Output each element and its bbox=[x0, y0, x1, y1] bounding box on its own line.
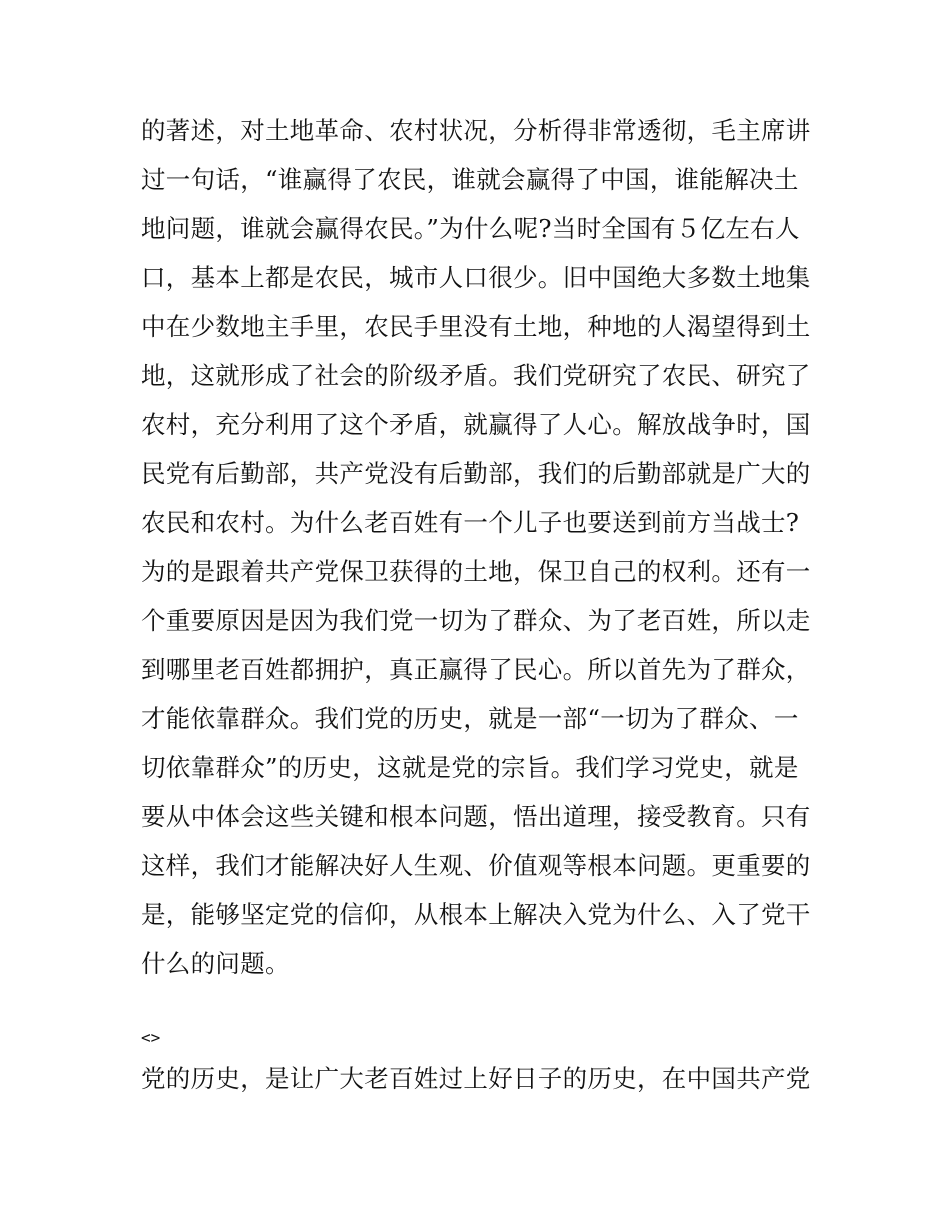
text-line: 农民和农村。为什么老百姓有一个儿子也要送到前方当战士? bbox=[141, 508, 800, 537]
section-separator: <> bbox=[141, 1028, 161, 1047]
text-line: 才能依靠群众。我们党的历史，就是一部“一切为了群众、一 bbox=[141, 704, 799, 733]
text-line: 要从中体会这些关键和根本问题，悟出道理，接受教育。只有 bbox=[141, 802, 811, 831]
text-line: 切依靠群众”的历史，这就是党的宗旨。我们学习党史，就是 bbox=[141, 753, 799, 782]
text-line: 过一句话，“谁赢得了农民，谁就会赢得了中国，谁能解决土 bbox=[141, 165, 799, 194]
text-line: 农村，充分利用了这个矛盾，就赢得了人心。解放战争时，国 bbox=[141, 410, 811, 439]
text-line: 什么的问题。 bbox=[141, 949, 290, 978]
text-line: 的著述，对土地革命、农村状况，分析得非常透彻，毛主席讲 bbox=[141, 116, 811, 145]
text-line: 地问题，谁就会赢得农民。”为什么呢?当时全国有５亿左右人 bbox=[141, 214, 800, 243]
text-line: 民党有后勤部，共产党没有后勤部，我们的后勤部就是广大的 bbox=[141, 459, 811, 488]
text-line: 中在少数地主手里，农民手里没有土地，种地的人渴望得到土 bbox=[141, 312, 811, 341]
text-line: 个重要原因是因为我们党一切为了群众、为了老百姓，所以走 bbox=[141, 606, 811, 635]
text-line: 为的是跟着共产党保卫获得的土地，保卫自己的权利。还有一 bbox=[141, 557, 811, 586]
text-line: 是，能够坚定党的信仰，从根本上解决入党为什么、入了党干 bbox=[141, 900, 811, 929]
text-line: 这样，我们才能解决好人生观、价值观等根本问题。更重要的 bbox=[141, 851, 811, 880]
text-line: 党的历史，是让广大老百姓过上好日子的历史，在中国共产党 bbox=[141, 1064, 811, 1093]
text-line: 口，基本上都是农民，城市人口很少。旧中国绝大多数土地集 bbox=[141, 263, 811, 292]
text-line: 地，这就形成了社会的阶级矛盾。我们党研究了农民、研究了 bbox=[141, 361, 811, 390]
text-line: 到哪里老百姓都拥护，真正赢得了民心。所以首先为了群众， bbox=[141, 655, 811, 684]
